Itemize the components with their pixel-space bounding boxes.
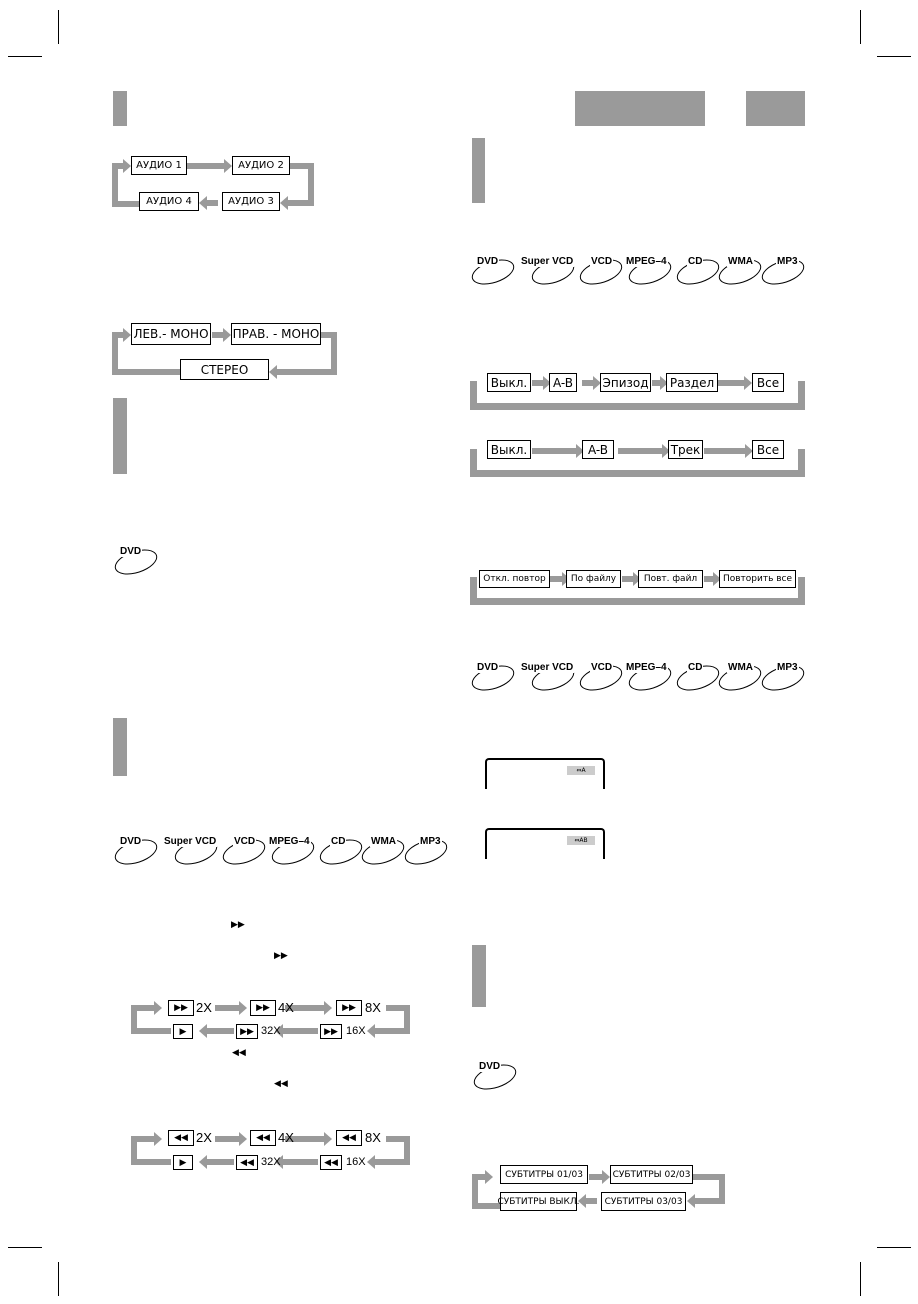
disc-badge-wma: WMA — [717, 662, 763, 694]
audio-option: АУДИО 3 — [222, 192, 280, 211]
fast-forward-icon: ▶▶ — [336, 1000, 362, 1016]
disc-badge-vcd: VCD — [221, 836, 267, 868]
speed-label: 4X — [278, 1130, 294, 1145]
subtitle-option: СУБТИТРЫ 03/03 — [601, 1192, 686, 1211]
repeat-option: Повторить все — [719, 570, 796, 588]
repeat-option: Выкл. — [487, 373, 531, 392]
fast-forward-icon: ▶▶ — [320, 1024, 342, 1039]
section-marker — [113, 398, 127, 474]
speed-label: 16X — [346, 1156, 366, 1168]
repeat-option: A-B — [582, 440, 614, 459]
repeat-option: Повт. файл — [638, 570, 703, 588]
fast-forward-icon: ▶▶ — [274, 951, 288, 961]
repeat-option: A-B — [549, 373, 577, 392]
audio-option: АУДИО 4 — [139, 192, 199, 211]
disc-badge-cd: CD — [675, 662, 721, 694]
repeat-option: Выкл. — [487, 440, 531, 459]
audio-option: АУДИО 1 — [131, 156, 187, 175]
disc-badge-dvd: DVD — [470, 662, 516, 694]
repeat-ab-indicator: ⇔ AB — [567, 836, 595, 845]
tv-screen-ab-ab — [485, 828, 605, 859]
subtitle-option: СУБТИТРЫ ВЫКЛ. — [500, 1192, 577, 1211]
speed-label: 2X — [196, 1000, 212, 1015]
rewind-icon: ◀◀ — [320, 1155, 342, 1170]
speed-label: 8X — [365, 1000, 381, 1015]
repeat-a-indicator: ⇔ A — [567, 766, 595, 775]
section-marker — [113, 91, 127, 126]
disc-badge-mpeg4: MPEG–4 — [627, 256, 673, 288]
crop-mark — [860, 10, 861, 44]
section-marker — [472, 138, 485, 203]
repeat-option: Все — [752, 440, 784, 459]
disc-badge-vcd: VCD — [578, 256, 624, 288]
crop-mark — [8, 1247, 42, 1248]
disc-badge-mpeg4: MPEG–4 — [627, 662, 673, 694]
disc-badge-dvd: DVD — [113, 836, 159, 868]
speed-label: 32X — [261, 1025, 281, 1037]
fast-forward-icon: ▶▶ — [168, 1000, 194, 1016]
disc-badge-super-vcd: Super VCD — [530, 662, 576, 694]
crop-mark — [58, 1262, 59, 1296]
disc-badge-wma: WMA — [717, 256, 763, 288]
rewind-icon: ◀◀ — [168, 1130, 194, 1146]
repeat-option: Откл. повтор — [479, 570, 550, 588]
rewind-icon: ◀◀ — [274, 1079, 288, 1089]
play-icon: ▶ — [173, 1024, 193, 1039]
rewind-icon: ◀◀ — [232, 1048, 246, 1058]
speed-label: 16X — [346, 1025, 366, 1037]
subtitle-option: СУБТИТРЫ 02/03 — [610, 1165, 693, 1184]
tv-screen-ab-a — [485, 758, 605, 789]
crop-mark — [877, 56, 911, 57]
section-marker — [113, 718, 127, 776]
speed-label: 4X — [278, 1000, 294, 1015]
disc-badge-mp3: MP3 — [760, 256, 806, 288]
fast-forward-icon: ▶▶ — [250, 1000, 276, 1016]
stereo-option: СТЕРЕО — [180, 359, 269, 380]
crop-mark — [8, 56, 42, 57]
disc-badge-wma: WMA — [360, 836, 406, 868]
disc-badge-cd: CD — [318, 836, 364, 868]
repeat-option: Трек — [668, 440, 703, 459]
subtitle-option: СУБТИТРЫ 01/03 — [500, 1165, 588, 1184]
repeat-option: Эпизод — [600, 373, 651, 392]
fast-forward-icon: ▶▶ — [236, 1024, 258, 1039]
disc-badge-vcd: VCD — [578, 662, 624, 694]
disc-badge-dvd: DVD — [472, 1061, 518, 1093]
disc-badge-super-vcd: Super VCD — [530, 256, 576, 288]
disc-badge-cd: CD — [675, 256, 721, 288]
fast-forward-icon: ▶▶ — [231, 920, 245, 930]
crop-mark — [58, 10, 59, 44]
repeat-option: По файлу — [566, 570, 621, 588]
repeat-option: Раздел — [666, 373, 718, 392]
mono-right-option: ПРАВ. - МОНО — [231, 323, 321, 345]
audio-option: АУДИО 2 — [232, 156, 290, 175]
play-icon: ▶ — [173, 1155, 193, 1170]
disc-badge-mp3: MP3 — [403, 836, 449, 868]
speed-label: 2X — [196, 1130, 212, 1145]
rewind-icon: ◀◀ — [236, 1155, 258, 1170]
disc-badge-dvd: DVD — [470, 256, 516, 288]
crop-mark — [860, 1262, 861, 1296]
rewind-icon: ◀◀ — [336, 1130, 362, 1146]
header-tab-primary — [575, 91, 705, 126]
rewind-icon: ◀◀ — [250, 1130, 276, 1146]
mono-left-option: ЛЕВ.- МОНО — [131, 323, 211, 345]
repeat-option: Все — [752, 373, 784, 392]
disc-badge-dvd: DVD — [113, 546, 159, 578]
speed-label: 32X — [261, 1156, 281, 1168]
speed-label: 8X — [365, 1130, 381, 1145]
disc-badge-super-vcd: Super VCD — [173, 836, 219, 868]
crop-mark — [877, 1247, 911, 1248]
disc-badge-mp3: MP3 — [760, 662, 806, 694]
disc-badge-mpeg4: MPEG–4 — [270, 836, 316, 868]
header-tab-secondary — [746, 91, 805, 126]
section-marker — [472, 945, 486, 1007]
